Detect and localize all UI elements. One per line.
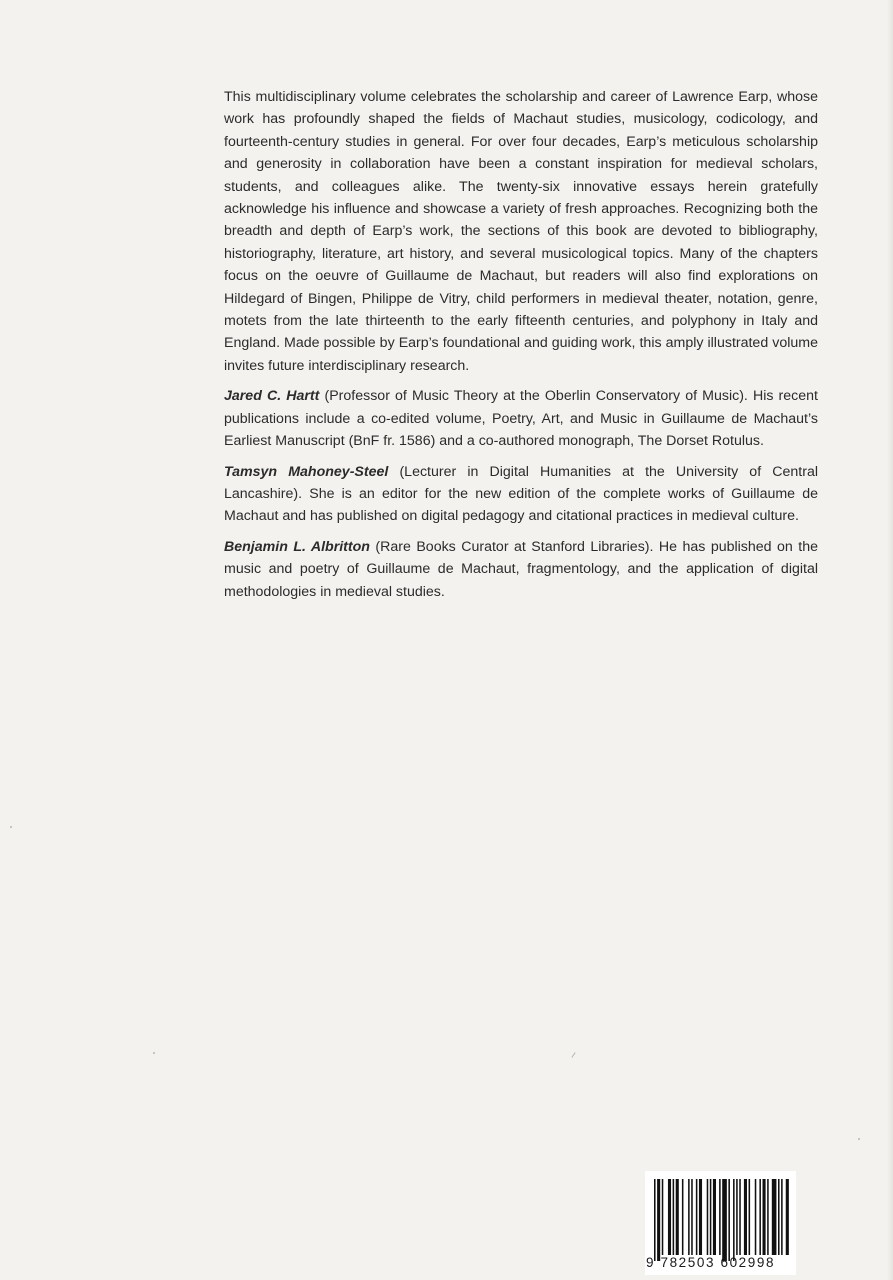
barcode-bar bbox=[755, 1179, 757, 1255]
editor-bio-text: (Rare Books Curator at Stanford Libraries). He has published on the music and poetry of Guillaume de Machaut, fragmentology, and the application of digital methodologies in medieval studies. bbox=[224, 538, 818, 600]
barcode-bar bbox=[739, 1179, 741, 1255]
barcode-bar bbox=[778, 1179, 780, 1255]
barcode-bar bbox=[781, 1179, 783, 1255]
barcode-bar bbox=[688, 1179, 690, 1255]
isbn-number: 9 782503 602998 bbox=[646, 1255, 776, 1270]
isbn-barcode bbox=[645, 1171, 796, 1275]
barcode-bar bbox=[668, 1179, 671, 1255]
barcode-bar bbox=[733, 1179, 735, 1261]
back-cover-text bbox=[224, 86, 818, 611]
barcode-bar bbox=[691, 1179, 693, 1255]
barcode-bar bbox=[676, 1179, 679, 1255]
scan-speck bbox=[858, 1138, 860, 1140]
barcode-bar bbox=[786, 1179, 789, 1255]
barcode-bar bbox=[759, 1179, 761, 1255]
barcode-bar bbox=[654, 1179, 656, 1261]
barcode-bar bbox=[763, 1179, 766, 1255]
editor-bio-text: (Professor of Music Theory at the Oberlin Conservatory of Music). His recent publications include a co-edited volume, Poetry, Art, and Music in Guillaume de Machaut’s Earliest Manuscript (BnF fr. 1586) and a co-authored monograph, The Dorset Rotulus. bbox=[224, 388, 818, 450]
book-description: This multidisciplinary volume celebrates the scholarship and career of Lawrence Earp, whose work has profoundly shaped the fields of Machaut studies, musicology, codicology, and fourteenth-century studies in general. For over four decades, Earp’s meticulous scholarship and generosity in collaboration have been a constant inspiration for medieval scholars, students, and colleagues alike. The twenty-six innovative essays herein gratefully acknowledge his influence and showcase a variety of fresh approaches. Recognizing both the breadth and depth of Earp’s work, the sections of this book are devoted to bibliography, historiography, literature, art history, and several musicological topics. Many of the chapters focus on the oeuvre of Guillaume de Machaut, but readers will also find explorations on Hildegard of Bingen, Philippe de Vitry, child performers in medieval theater, notation, genre, motets from the late thirteenth to the early fifteenth centuries, and polyphony in Italy and England. Made possible by Earp’s foundational and guiding work, this amply illustrated volume invites future interdisciplinary research. bbox=[224, 89, 818, 374]
barcode-bar bbox=[749, 1179, 751, 1255]
barcode-bar bbox=[696, 1179, 698, 1255]
barcode-bar bbox=[707, 1179, 709, 1255]
barcode-bar bbox=[767, 1179, 769, 1255]
barcode-bar bbox=[662, 1179, 664, 1255]
page-edge bbox=[887, 0, 893, 1280]
barcode-bar bbox=[657, 1179, 660, 1261]
barcode-bar bbox=[728, 1179, 730, 1261]
barcode-bar bbox=[710, 1179, 712, 1255]
barcode-bar bbox=[719, 1179, 721, 1255]
editor-bio bbox=[224, 536, 818, 603]
barcode-bar bbox=[673, 1179, 675, 1255]
scan-speck bbox=[10, 826, 12, 828]
editor-bio bbox=[224, 385, 818, 452]
barcode-bar bbox=[744, 1179, 747, 1255]
editor-bio-text: (Lecturer in Digital Humanities at the University of Central Lancashire). She is an editor for the new edition of the complete works of Guillaume de Machaut and has published on digital pedagogy and citational practices in medieval culture. bbox=[224, 463, 818, 525]
barcode-bar bbox=[699, 1179, 702, 1255]
barcode-bar bbox=[722, 1179, 727, 1261]
editor-name: Benjamin L. Albritton bbox=[224, 538, 370, 555]
barcode-bar bbox=[736, 1179, 738, 1255]
barcode-bar bbox=[713, 1179, 716, 1255]
editor-name: Jared C. Hartt bbox=[224, 388, 320, 405]
barcode-bar bbox=[682, 1179, 684, 1255]
editor-bio bbox=[224, 461, 818, 528]
scan-speck bbox=[153, 1052, 155, 1054]
editor-name: Tamsyn Mahoney-Steel bbox=[224, 463, 389, 480]
barcode-bar bbox=[772, 1179, 777, 1255]
scan-speck bbox=[571, 1052, 575, 1057]
